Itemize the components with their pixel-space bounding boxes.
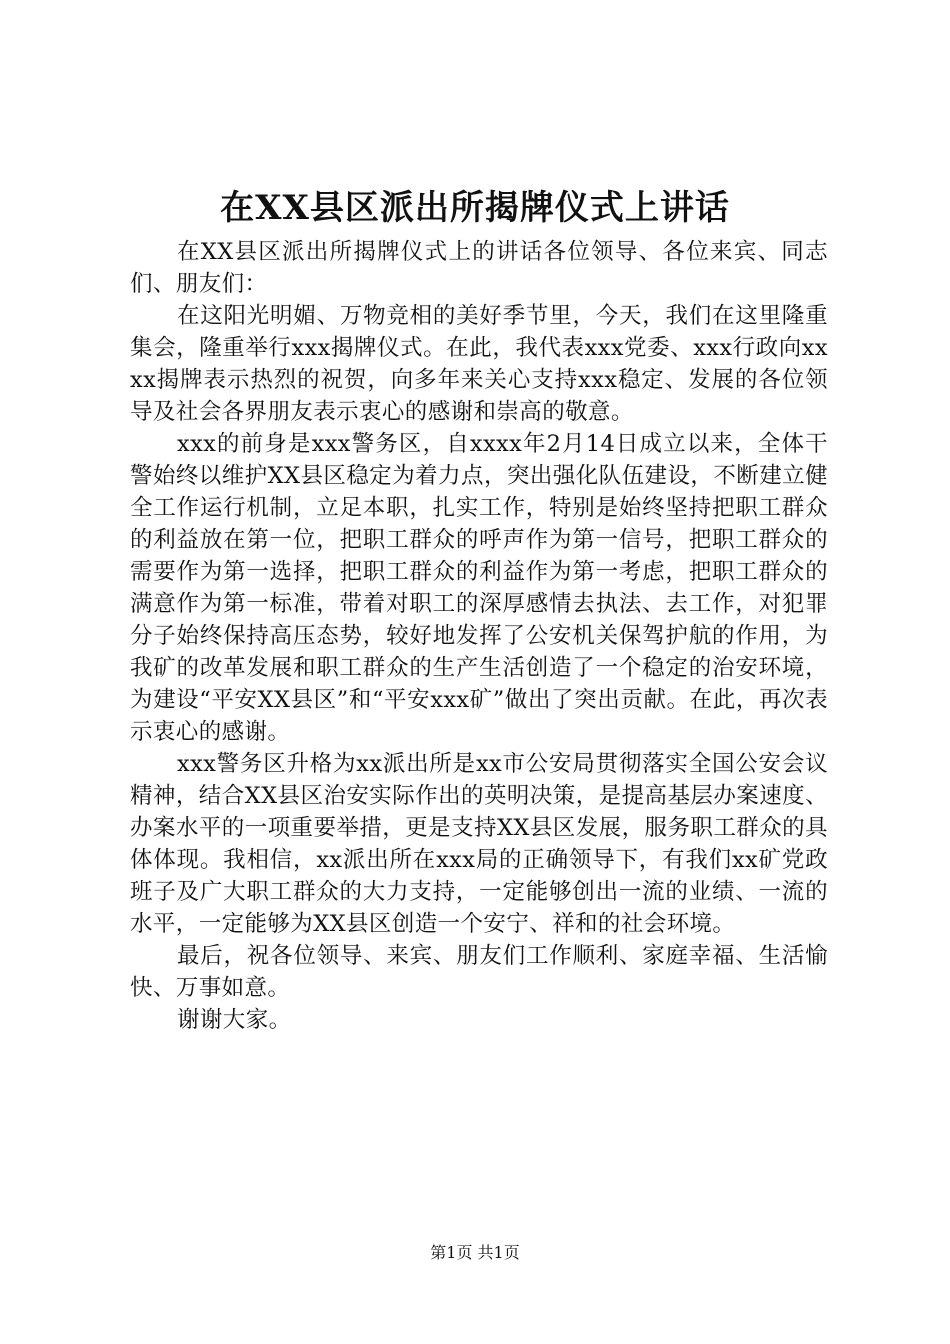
document-body bbox=[130, 236, 828, 1036]
paragraph-history: xxx的前身是xxx警务区，自xxxx年2月14日成立以来，全体干警始终以维护XX县区稳定为着力点，突出强化队伍建设，不断建立健全工作运行机制，立足本职，扎实工作，特别是始终坚持把职工群众的利益放在第一位，把职工群众的呼声作为第一信号，把职工群众的需要作为第一选择，把职工群众的利益作为第一考虑，把职工群众的满意作为第一标准，带着对职工的深厚感情去执法、去工作，对犯罪分子始终保持高压态势，较好地发挥了公安机关保驾护航的作用，为我矿的改革发展和职工群众的生产生活创造了一个稳定的治安环境，为建设“平安XX县区”和“平安xxx矿”做出了突出贡献。在此，再次表示衷心的感谢。 bbox=[130, 431, 828, 745]
paragraph-upgrade: xxx警务区升格为xx派出所是xx市公安局贯彻落实全国公安会议精神，结合XX县区治安实际作出的英明决策，是提高基层办案速度、办案水平的一项重要举措，更是支持XX县区发展，服务职工群众的具体体现。我相信，xx派出所在xxx局的正确领导下，有我们xx矿党政班子及广大职工群众的大力支持，一定能够创出一流的业绩、一流的水平，一定能够为XX县区创造一个安宁、祥和的社会环境。 bbox=[130, 751, 828, 937]
paragraph-thanks: 谢谢大家。 bbox=[177, 1007, 292, 1033]
paragraph-greeting: 在XX县区派出所揭牌仪式上的讲话各位领导、各位来宾、同志们、朋友们： bbox=[130, 239, 828, 297]
paragraph-opening: 在这阳光明媚、万物竞相的美好季节里，今天，我们在这里隆重集会，隆重举行xxx揭牌仪式。在此，我代表xxx党委、xxx行政向xxxx揭牌表示热烈的祝贺，向多年来关心支持xxx稳定、发展的各位领导及社会各界朋友表示衷心的感谢和崇高的敬意。 bbox=[130, 303, 828, 425]
page-footer: 第1页 共1页 bbox=[430, 1243, 520, 1262]
document-title: 在XX县区派出所揭牌仪式上讲话 bbox=[220, 188, 730, 228]
paragraph-closing-wishes: 最后，祝各位领导、来宾、朋友们工作顺利、家庭幸福、生活愉快、万事如意。 bbox=[130, 943, 828, 1001]
